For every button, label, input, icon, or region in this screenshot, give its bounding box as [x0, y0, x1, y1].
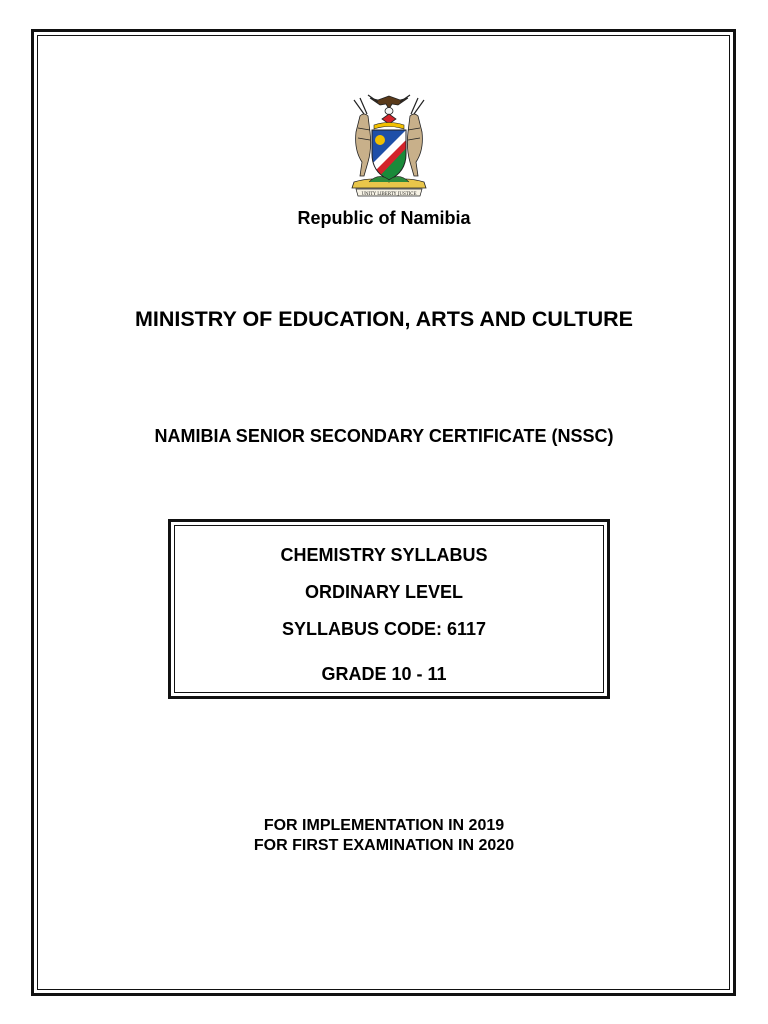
crest-motto: UNITY LIBERTY JUSTICE	[361, 190, 417, 196]
syllabus-code: SYLLABUS CODE: 6117	[281, 619, 487, 639]
syllabus-grade: GRADE 10 - 11	[321, 664, 447, 684]
certificate-title: NAMIBIA SENIOR SECONDARY CERTIFICATE (NSSC)	[154, 426, 614, 446]
ministry-title: MINISTRY OF EDUCATION, ARTS AND CULTURE	[134, 307, 634, 331]
syllabus-level: ORDINARY LEVEL	[304, 582, 464, 602]
coat-of-arms-icon	[334, 92, 444, 204]
syllabus-subject: CHEMISTRY SYLLABUS	[280, 545, 488, 565]
first-examination-year: FOR FIRST EXAMINATION IN 2020	[253, 837, 515, 854]
implementation-year: FOR IMPLEMENTATION IN 2019	[263, 817, 505, 834]
country-name: Republic of Namibia	[297, 208, 471, 228]
